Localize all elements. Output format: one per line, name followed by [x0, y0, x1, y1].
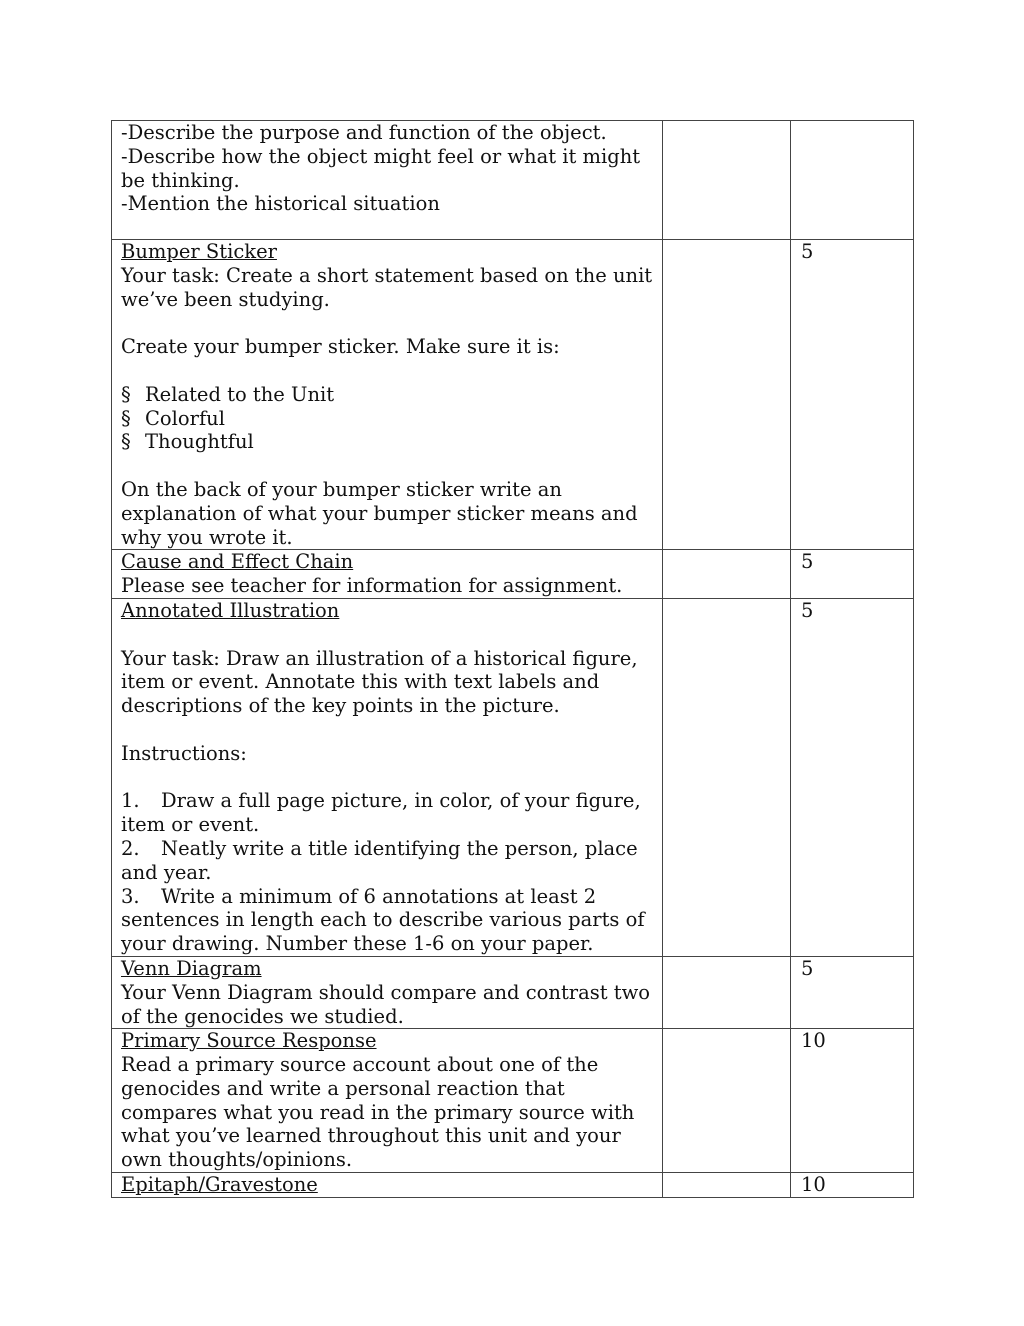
description-line: be thinking. — [121, 168, 240, 192]
description-cell — [112, 598, 663, 956]
description-line: Your task: Draw an illustration of a historical figure, — [121, 646, 638, 670]
assignment-title: Venn Diagram — [121, 956, 262, 980]
description-line: what you’ve learned throughout this unit and your — [121, 1124, 621, 1148]
table-row — [112, 1173, 914, 1198]
points-value: 10 — [801, 1173, 826, 1197]
description-line: we’ve been studying. — [121, 287, 330, 311]
list-item — [121, 430, 653, 454]
description-cell — [112, 956, 663, 1028]
bullet-symbol: § — [121, 382, 131, 406]
description-line: descriptions of the key points in the picture. — [121, 694, 560, 718]
blank-cell — [663, 956, 791, 1028]
list-item — [121, 789, 653, 813]
description-line: -Describe the purpose and function of the object. — [121, 121, 607, 144]
step-continuation: your drawing. Number these 1-6 on your paper. — [121, 932, 594, 956]
list-item — [121, 837, 653, 861]
points-value: 10 — [801, 1029, 826, 1053]
description-line: explanation of what your bumper sticker means and — [121, 501, 638, 525]
bullet-symbol: § — [121, 406, 131, 430]
table-row — [112, 240, 914, 550]
points-cell — [791, 550, 914, 599]
description-line: of the genocides we studied. — [121, 1004, 404, 1028]
points-value: 5 — [801, 240, 814, 263]
description-cell — [112, 1173, 663, 1198]
blank-cell — [663, 240, 791, 550]
points-cell — [791, 121, 914, 240]
assignment-title: Primary Source Response — [121, 1029, 377, 1053]
assignment-title: Cause and Effect Chain — [121, 550, 354, 574]
blank-cell — [663, 1173, 791, 1198]
description-line: why you wrote it. — [121, 525, 293, 549]
blank-cell — [663, 598, 791, 956]
description-line: item or event. Annotate this with text labels and — [121, 670, 600, 694]
description-cell — [112, 1029, 663, 1173]
table-row — [112, 121, 914, 240]
points-value: 5 — [801, 598, 814, 622]
assignment-title: Bumper Sticker — [121, 240, 277, 263]
list-item — [121, 383, 653, 407]
table-row — [112, 550, 914, 599]
points-cell — [791, 956, 914, 1028]
bullet-text: Thoughtful — [145, 430, 254, 454]
blank-cell — [663, 550, 791, 599]
step-number: 2. — [121, 836, 140, 860]
step-text: Write a minimum of 6 annotations at least 2 — [161, 884, 597, 908]
table-row — [112, 1029, 914, 1173]
description-line: Your task: Create a short statement based on the unit — [121, 263, 653, 287]
points-cell — [791, 240, 914, 550]
description-line: Read a primary source account about one of the — [121, 1053, 599, 1077]
description-line: compares what you read in the primary source with — [121, 1100, 635, 1124]
description-line: Please see teacher for information for assignment. — [121, 574, 623, 598]
description-line: On the back of your bumper sticker write an — [121, 477, 562, 501]
points-cell — [791, 1029, 914, 1173]
instructions-label: Instructions: — [121, 741, 247, 765]
step-continuation: sentences in length each to describe various parts of — [121, 908, 645, 932]
step-text: Draw a full page picture, in color, of your figure, — [161, 789, 641, 813]
table-row — [112, 956, 914, 1028]
step-continuation: and year. — [121, 860, 212, 884]
points-cell — [791, 598, 914, 956]
description-line: -Describe how the object might feel or what it might — [121, 144, 641, 168]
list-item — [121, 885, 653, 909]
description-line: genocides and write a personal reaction that — [121, 1076, 565, 1100]
assignment-title: Epitaph/Gravestone — [121, 1173, 318, 1197]
description-line: own thoughts/opinions. — [121, 1148, 353, 1172]
description-cell — [112, 550, 663, 599]
step-text: Neatly write a title identifying the person, place — [161, 836, 638, 860]
assignment-title: Annotated Illustration — [121, 598, 340, 622]
blank-cell — [663, 121, 791, 240]
description-cell — [112, 121, 663, 240]
description-line: Your Venn Diagram should compare and contrast two — [121, 980, 651, 1004]
bullet-text: Colorful — [145, 406, 225, 430]
points-value: 5 — [801, 550, 814, 574]
description-line: -Mention the historical situation — [121, 192, 440, 216]
table-row — [112, 598, 914, 956]
step-number: 1. — [121, 789, 140, 813]
description-cell — [112, 240, 663, 550]
bullet-symbol: § — [121, 430, 131, 454]
blank-cell — [663, 1029, 791, 1173]
points-cell — [791, 1173, 914, 1198]
description-line: Create your bumper sticker. Make sure it is: — [121, 335, 560, 359]
list-item — [121, 407, 653, 431]
assignment-table — [111, 120, 914, 1198]
bullet-text: Related to the Unit — [145, 382, 335, 406]
points-value: 5 — [801, 956, 814, 980]
step-continuation: item or event. — [121, 813, 260, 837]
step-number: 3. — [121, 884, 140, 908]
